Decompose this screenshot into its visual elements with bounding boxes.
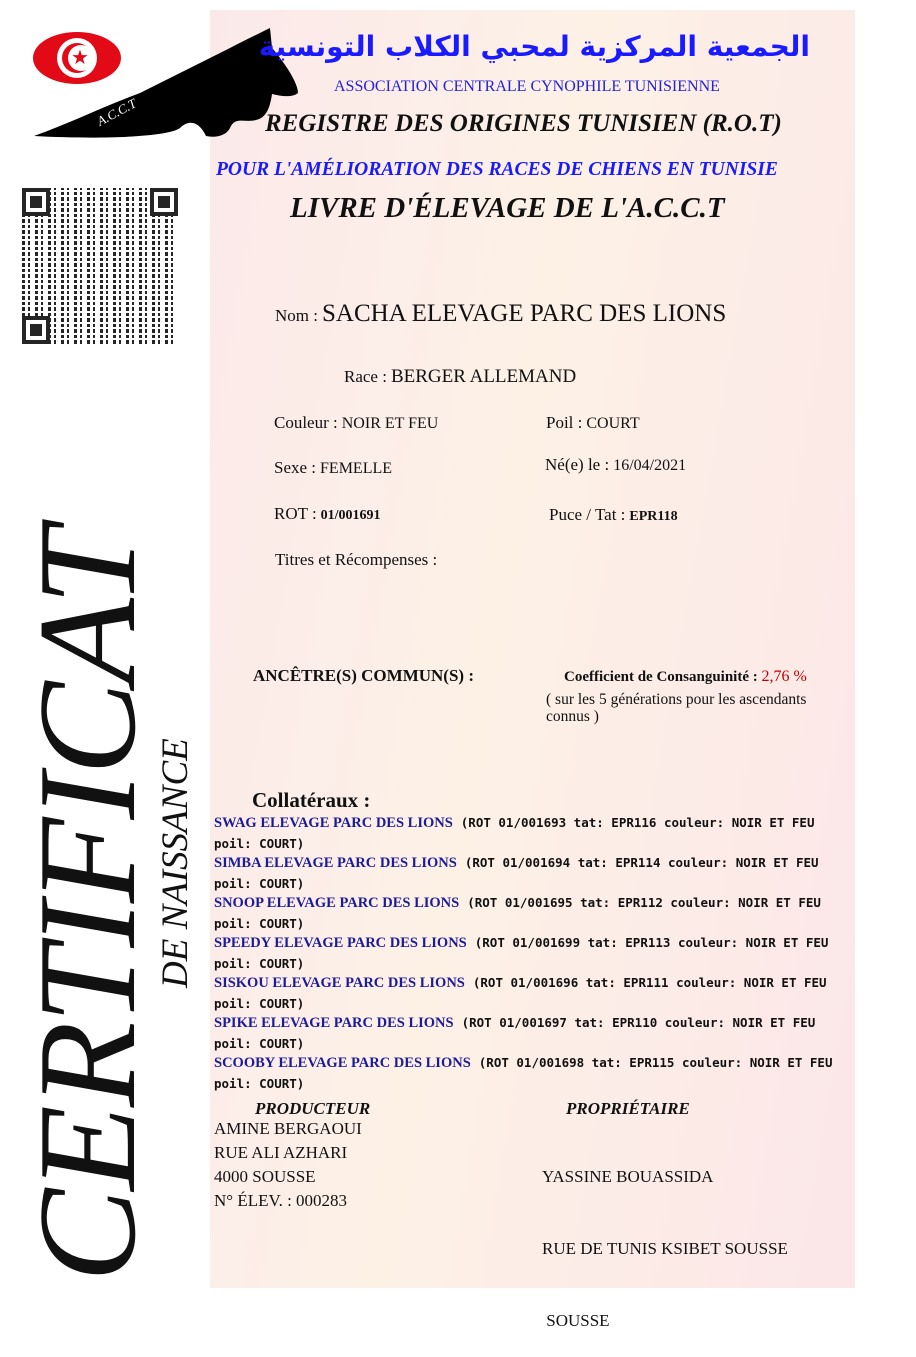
nom-label: Nom : xyxy=(275,306,318,325)
certificat-vertical-title: CERTIFICAT xyxy=(10,529,165,1282)
producteur-name: AMINE BERGAOUI xyxy=(214,1119,362,1138)
sibling-name: SWAG ELEVAGE PARC DES LIONS xyxy=(214,815,453,831)
list-item xyxy=(214,973,850,1013)
producteur-label: PRODUCTEUR xyxy=(255,1099,371,1118)
race-label: Race : xyxy=(344,367,387,386)
nom-value: SACHA ELEVAGE PARC DES LIONS xyxy=(321,300,727,327)
poil-label: Poil : xyxy=(546,413,583,432)
coefficient-note-line: connus ) xyxy=(546,708,599,725)
sibling-name: SISKOU ELEVAGE PARC DES LIONS xyxy=(214,975,465,991)
sibling-details: (ROT 01/001694 tat: EPR114 couleur: NOIR ET FEU poil: COURT) xyxy=(214,855,819,891)
logo-text: A.C.C.T xyxy=(94,95,139,129)
titres-label: Titres et Récompenses : xyxy=(275,550,438,569)
list-item xyxy=(214,1013,850,1053)
puce-row xyxy=(549,505,678,525)
sexe-row xyxy=(274,458,392,478)
coefficient-value: 2,76 % xyxy=(761,668,807,685)
nom-row xyxy=(275,300,726,328)
proprietaire-city: SOUSSE xyxy=(542,1311,610,1330)
naissance-value: 16/04/2021 xyxy=(613,457,687,474)
list-item xyxy=(214,933,850,973)
rot-value: 01/001691 xyxy=(320,508,381,523)
proprietaire-label: PROPRIÉTAIRE xyxy=(566,1099,690,1118)
collateraux-list xyxy=(214,813,850,1093)
association-name: ASSOCIATION CENTRALE CYNOPHILE TUNISIENNE xyxy=(334,78,720,95)
sibling-name: SIMBA ELEVAGE PARC DES LIONS xyxy=(214,855,457,871)
sibling-details: (ROT 01/001699 tat: EPR113 couleur: NOIR ET FEU poil: COURT) xyxy=(214,935,829,971)
producteur-address: RUE ALI AZHARI xyxy=(214,1143,348,1162)
producteur-block xyxy=(214,1117,362,1213)
sexe-label: Sexe : xyxy=(274,458,317,477)
sexe-value: FEMELLE xyxy=(320,460,393,477)
proprietaire-block xyxy=(542,1117,788,1357)
sibling-details: (ROT 01/001698 tat: EPR115 couleur: NOIR ET FEU poil: COURT) xyxy=(214,1055,833,1091)
proprietaire-address: RUE DE TUNIS KSIBET SOUSSE xyxy=(542,1239,788,1258)
puce-value: EPR118 xyxy=(629,509,678,524)
coefficient-row xyxy=(564,668,807,686)
poil-value: COURT xyxy=(586,415,640,432)
ancetres-label: ANCÊTRE(S) COMMUN(S) : xyxy=(253,666,474,685)
qr-code[interactable] xyxy=(22,188,178,344)
coefficient-note xyxy=(546,691,852,725)
sibling-details: (ROT 01/001697 tat: EPR110 couleur: NOIR ET FEU poil: COURT) xyxy=(214,1015,816,1051)
arabic-association-title: الجمعية المركزية لمحبي الكلاب التونسية xyxy=(258,30,810,63)
sibling-name: SPIKE ELEVAGE PARC DES LIONS xyxy=(214,1015,454,1031)
list-item xyxy=(214,1053,850,1093)
sibling-name: SNOOP ELEVAGE PARC DES LIONS xyxy=(214,895,460,911)
couleur-row xyxy=(274,413,438,433)
sibling-name: SCOOBY ELEVAGE PARC DES LIONS xyxy=(214,1055,471,1071)
poil-row xyxy=(546,413,640,433)
sibling-details: (ROT 01/001693 tat: EPR116 couleur: NOIR ET FEU poil: COURT) xyxy=(214,815,815,851)
list-item xyxy=(214,853,850,893)
sibling-details: (ROT 01/001695 tat: EPR112 couleur: NOIR ET FEU poil: COURT) xyxy=(214,895,821,931)
couleur-label: Couleur : xyxy=(274,413,338,432)
list-item xyxy=(214,893,850,933)
list-item xyxy=(214,813,850,853)
race-value: BERGER ALLEMAND xyxy=(390,366,577,387)
producteur-city: 4000 SOUSSE xyxy=(214,1167,316,1186)
race-row xyxy=(344,366,576,388)
collateraux-label: Collatéraux : xyxy=(252,788,371,812)
couleur-value: NOIR ET FEU xyxy=(341,415,439,432)
puce-label: Puce / Tat : xyxy=(549,505,626,524)
rot-row xyxy=(274,504,381,524)
registry-title: REGISTRE DES ORIGINES TUNISIEN (R.O.T) xyxy=(265,110,782,137)
coefficient-label: Coefficient de Consanguinité : xyxy=(564,669,758,685)
tunisia-flag-icon: ★ xyxy=(33,32,121,84)
coefficient-note-line: ( sur les 5 générations pour les ascendants xyxy=(546,691,807,708)
sibling-details: (ROT 01/001696 tat: EPR111 couleur: NOIR ET FEU poil: COURT) xyxy=(214,975,827,1011)
naissance-row xyxy=(545,455,686,475)
rot-label: ROT : xyxy=(274,504,317,523)
sibling-name: SPEEDY ELEVAGE PARC DES LIONS xyxy=(214,935,467,951)
book-title: LIVRE D'ÉLEVAGE DE L'A.C.C.T xyxy=(290,192,725,224)
de-naissance-vertical-title: DE NAISSANCE xyxy=(155,738,196,988)
proprietaire-name: YASSINE BOUASSIDA xyxy=(542,1167,714,1186)
subtitle: POUR L'AMÉLIORATION DES RACES DE CHIENS EN TUNISIE xyxy=(216,159,778,180)
producteur-elevage-number: N° ÉLEV. : 000283 xyxy=(214,1191,348,1210)
naissance-label: Né(e) le : xyxy=(545,455,610,474)
